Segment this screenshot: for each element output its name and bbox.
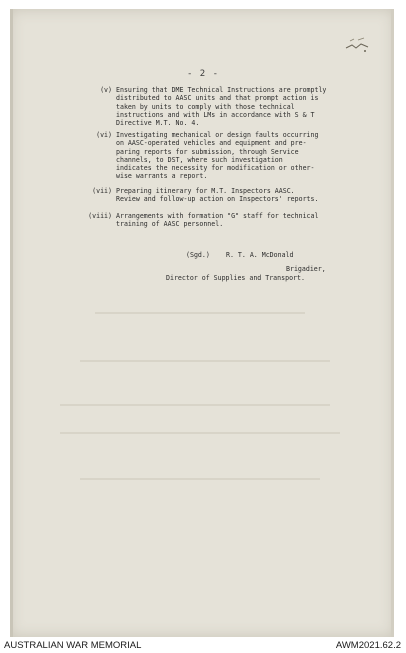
- item-line: instructions and with LMs in accordance with S & T: [116, 110, 315, 119]
- footer-credit: AUSTRALIAN WAR MEMORIAL: [4, 640, 142, 651]
- handwritten-mark-icon: [344, 36, 370, 54]
- item-line: Review and follow-up action on Inspectors' reports.: [116, 195, 319, 204]
- item-line: channels, to DST, where such investigation: [116, 155, 283, 164]
- signature-name: R. T. A. McDonald: [226, 251, 294, 259]
- show-through-line: [60, 432, 340, 434]
- item-line: distributed to AASC units and that prompt action is: [116, 94, 319, 103]
- item-line: on AASC-operated vehicles and equipment and pre-: [116, 139, 307, 148]
- page-left-edge: [10, 9, 13, 637]
- signature-rank: Brigadier,: [286, 265, 326, 273]
- item-number: (viii): [88, 212, 112, 220]
- show-through-line: [95, 312, 305, 314]
- item-line: Preparing itinerary for M.T. Inspectors AASC.: [116, 187, 295, 195]
- item-line: training of AASC personnel.: [116, 220, 224, 229]
- item-line: indicates the necessity for modification or other-: [116, 164, 315, 173]
- item-line: wise warrants a report.: [116, 172, 208, 181]
- page-right-edge: [391, 9, 394, 637]
- item-line: Investigating mechanical or design faults occurring: [116, 131, 319, 139]
- signature-title: Director of Supplies and Transport.: [166, 274, 305, 282]
- item-number: (v): [100, 86, 112, 94]
- item-line: paring reports for submission, through Service: [116, 147, 299, 156]
- item-line: Directive M.T. No. 4.: [116, 119, 200, 128]
- item-number: (vii): [92, 187, 112, 195]
- show-through-line: [80, 478, 320, 480]
- footer-bar: [0, 637, 406, 653]
- item-line: taken by units to comply with those technical: [116, 102, 295, 111]
- footer-accession-number: AWM2021.62.2: [335, 640, 401, 651]
- item-line: Arrangements with formation "G" staff for technical: [116, 212, 319, 220]
- show-through-line: [60, 404, 330, 406]
- item-number: (vi): [96, 131, 112, 139]
- item-line: Ensuring that DME Technical Instructions are promptly: [116, 86, 327, 94]
- show-through-line: [80, 360, 330, 362]
- page-number: - 2 -: [186, 69, 220, 79]
- signature-sgd: (Sgd.): [186, 251, 210, 259]
